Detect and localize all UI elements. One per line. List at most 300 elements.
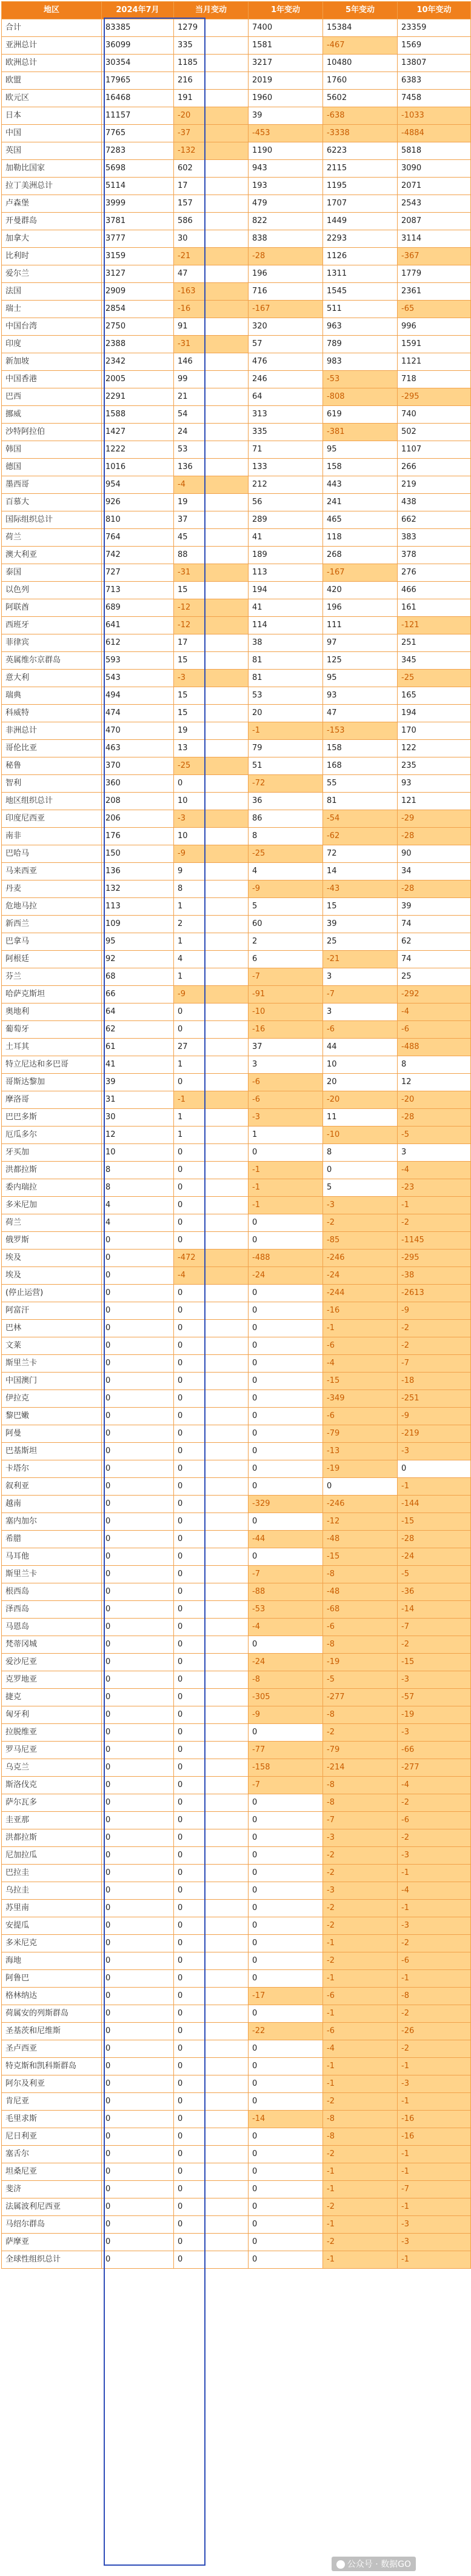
july-value-cell: 5114 xyxy=(102,178,174,195)
july-value-cell: 4 xyxy=(102,1197,174,1214)
table-row xyxy=(2,1056,471,1074)
table-row xyxy=(2,2198,471,2216)
change-value-cell: 15384 xyxy=(323,19,398,37)
table-row xyxy=(2,1742,471,1759)
change-value-cell: -20 xyxy=(398,1091,471,1109)
change-value-cell: 8 xyxy=(398,1056,471,1074)
region-name-cell: 阿鲁巴 xyxy=(2,1970,102,1988)
change-value-cell: -53 xyxy=(323,371,398,388)
change-value-cell: 1760 xyxy=(323,72,398,90)
change-value-cell: -7 xyxy=(249,1777,323,1794)
change-value-cell: -3 xyxy=(398,1917,471,1935)
change-value-cell: -9 xyxy=(249,1706,323,1724)
region-name-cell: 泰国 xyxy=(2,564,102,582)
table-row xyxy=(2,1320,471,1337)
change-value-cell: 0 xyxy=(174,1882,249,1900)
change-value-cell: -9 xyxy=(174,845,249,863)
change-value-cell: 0 xyxy=(249,1320,323,1337)
region-name-cell: 非洲总计 xyxy=(2,722,102,740)
region-name-cell: 阿曼 xyxy=(2,1425,102,1443)
table-row xyxy=(2,529,471,547)
table-row xyxy=(2,705,471,722)
region-name-cell: 爱沙尼亚 xyxy=(2,1654,102,1671)
change-value-cell: -6 xyxy=(398,1021,471,1039)
change-value-cell: -4 xyxy=(323,1355,398,1373)
table-row xyxy=(2,336,471,353)
july-value-cell: 39 xyxy=(102,1074,174,1091)
table-row xyxy=(2,160,471,178)
change-value-cell: 0 xyxy=(174,2216,249,2234)
july-value-cell: 0 xyxy=(102,1654,174,1671)
change-value-cell: 9 xyxy=(174,863,249,880)
table-row xyxy=(2,353,471,371)
change-value-cell: 93 xyxy=(398,775,471,793)
region-name-cell: 荷属安的列斯群岛 xyxy=(2,2005,102,2023)
change-value-cell: 86 xyxy=(249,810,323,828)
july-value-cell: 370 xyxy=(102,757,174,775)
change-value-cell: 1707 xyxy=(323,195,398,213)
change-value-cell: -2 xyxy=(323,1865,398,1882)
table-row xyxy=(2,617,471,634)
change-value-cell: -2 xyxy=(323,1900,398,1917)
region-name-cell: 挪威 xyxy=(2,406,102,424)
change-value-cell: 118 xyxy=(323,529,398,547)
change-value-cell: 0 xyxy=(249,2146,323,2163)
change-value-cell: 1 xyxy=(174,898,249,916)
change-value-cell: 51 xyxy=(249,757,323,775)
change-value-cell: 2087 xyxy=(398,213,471,230)
change-value-cell: -3 xyxy=(249,1109,323,1127)
change-value-cell: 465 xyxy=(323,511,398,529)
table-row xyxy=(2,1478,471,1496)
change-value-cell: -4 xyxy=(174,1267,249,1285)
change-value-cell: -21 xyxy=(174,248,249,265)
change-value-cell: -19 xyxy=(323,1654,398,1671)
change-value-cell: 0 xyxy=(174,1935,249,1952)
change-value-cell: 79 xyxy=(249,740,323,757)
july-value-cell: 0 xyxy=(102,1443,174,1460)
region-name-cell: 尼日利亚 xyxy=(2,2128,102,2146)
change-value-cell: 0 xyxy=(174,2040,249,2058)
change-value-cell: 0 xyxy=(174,1706,249,1724)
region-name-cell: 哥斯达黎加 xyxy=(2,1074,102,1091)
table-row xyxy=(2,1865,471,1882)
table-row xyxy=(2,1812,471,1829)
change-value-cell: 1545 xyxy=(323,283,398,301)
change-value-cell: 56 xyxy=(249,494,323,511)
table-row xyxy=(2,1408,471,1425)
region-name-cell: 西班牙 xyxy=(2,617,102,634)
change-value-cell: 235 xyxy=(398,757,471,775)
change-value-cell: 0 xyxy=(174,2234,249,2251)
table-row xyxy=(2,1496,471,1513)
change-value-cell: -24 xyxy=(398,1548,471,1566)
change-value-cell: -246 xyxy=(323,1496,398,1513)
change-value-cell: -19 xyxy=(323,1460,398,1478)
change-value-cell: 963 xyxy=(323,318,398,336)
change-value-cell: 0 xyxy=(174,2163,249,2181)
change-value-cell: 718 xyxy=(398,371,471,388)
change-value-cell: 136 xyxy=(174,459,249,476)
region-name-cell: 荷兰 xyxy=(2,529,102,547)
change-value-cell: 1107 xyxy=(398,441,471,459)
change-value-cell: 15 xyxy=(174,652,249,670)
july-value-cell: 0 xyxy=(102,1671,174,1689)
table-row xyxy=(2,1531,471,1548)
table-row xyxy=(2,1917,471,1935)
region-name-cell: 黎巴嫩 xyxy=(2,1408,102,1425)
change-value-cell: -5 xyxy=(398,1127,471,1144)
table-row xyxy=(2,916,471,933)
region-name-cell: 圣基茨和尼维斯 xyxy=(2,2023,102,2040)
change-value-cell: 0 xyxy=(249,1232,323,1250)
july-value-cell: 764 xyxy=(102,529,174,547)
change-value-cell: -24 xyxy=(323,1267,398,1285)
change-value-cell: -48 xyxy=(323,1531,398,1548)
change-value-cell: 0 xyxy=(174,2251,249,2269)
table-row xyxy=(2,1302,471,1320)
change-value-cell: -20 xyxy=(174,107,249,125)
change-value-cell: 194 xyxy=(249,582,323,599)
change-value-cell: -12 xyxy=(174,617,249,634)
change-value-cell: 268 xyxy=(323,547,398,564)
change-value-cell: -44 xyxy=(249,1531,323,1548)
table-row xyxy=(2,740,471,757)
july-value-cell: 0 xyxy=(102,1882,174,1900)
table-row xyxy=(2,2023,471,2040)
region-name-cell: 哥伦比亚 xyxy=(2,740,102,757)
july-value-cell: 593 xyxy=(102,652,174,670)
change-value-cell: 1185 xyxy=(174,55,249,72)
change-value-cell: 241 xyxy=(323,494,398,511)
change-value-cell: 53 xyxy=(174,441,249,459)
change-value-cell: -219 xyxy=(398,1425,471,1443)
change-value-cell: -246 xyxy=(323,1250,398,1267)
region-name-cell: 欧盟 xyxy=(2,72,102,90)
july-value-cell: 2750 xyxy=(102,318,174,336)
change-value-cell: 1 xyxy=(174,1056,249,1074)
region-name-cell: 希腊 xyxy=(2,1531,102,1548)
change-value-cell: 619 xyxy=(323,406,398,424)
change-value-cell: 95 xyxy=(323,441,398,459)
change-value-cell: 289 xyxy=(249,511,323,529)
july-value-cell: 0 xyxy=(102,1829,174,1847)
july-value-cell: 61 xyxy=(102,1039,174,1056)
table-header xyxy=(2,2,471,19)
region-name-cell: 伊拉克 xyxy=(2,1390,102,1408)
change-value-cell: -4 xyxy=(398,1777,471,1794)
table-row xyxy=(2,1039,471,1056)
region-name-cell: 拉脱维亚 xyxy=(2,1724,102,1742)
change-value-cell: -305 xyxy=(249,1689,323,1706)
change-value-cell: 161 xyxy=(398,599,471,617)
change-value-cell: -132 xyxy=(174,142,249,160)
table-row xyxy=(2,1636,471,1654)
change-value-cell: 219 xyxy=(398,476,471,494)
change-value-cell: 13807 xyxy=(398,55,471,72)
july-value-cell: 62 xyxy=(102,1021,174,1039)
change-value-cell: -15 xyxy=(398,1654,471,1671)
region-name-cell: 菲律宾 xyxy=(2,634,102,652)
change-value-cell: 0 xyxy=(174,1197,249,1214)
region-name-cell: 罗马尼亚 xyxy=(2,1742,102,1759)
july-value-cell: 64 xyxy=(102,1003,174,1021)
change-value-cell: -15 xyxy=(323,1373,398,1390)
table-row xyxy=(2,388,471,406)
change-value-cell: -1 xyxy=(398,1865,471,1882)
change-value-cell: 0 xyxy=(174,1408,249,1425)
table-row xyxy=(2,406,471,424)
change-value-cell: 586 xyxy=(174,213,249,230)
change-value-cell: -3 xyxy=(323,1829,398,1847)
table-row xyxy=(2,424,471,441)
region-name-cell: 阿富汗 xyxy=(2,1302,102,1320)
change-value-cell: -5 xyxy=(398,1566,471,1583)
change-value-cell: 133 xyxy=(249,459,323,476)
region-name-cell: 全球性组织总计 xyxy=(2,2251,102,2269)
change-value-cell: -1 xyxy=(398,2058,471,2075)
change-value-cell: 0 xyxy=(249,2075,323,2093)
change-value-cell: 3090 xyxy=(398,160,471,178)
change-value-cell: 62 xyxy=(398,933,471,951)
change-value-cell: -144 xyxy=(398,1496,471,1513)
change-value-cell: -6 xyxy=(249,1074,323,1091)
change-value-cell: -36 xyxy=(398,1583,471,1601)
change-value-cell: -4 xyxy=(323,2040,398,2058)
region-name-cell: 马耳他 xyxy=(2,1548,102,1566)
change-value-cell: -28 xyxy=(398,1109,471,1127)
change-value-cell: 0 xyxy=(174,1619,249,1636)
change-value-cell: 0 xyxy=(174,1390,249,1408)
change-value-cell: -10 xyxy=(249,1003,323,1021)
change-value-cell: 0 xyxy=(249,1425,323,1443)
change-value-cell: 41 xyxy=(249,599,323,617)
july-value-cell: 926 xyxy=(102,494,174,511)
change-value-cell: 3114 xyxy=(398,230,471,248)
region-name-cell: 巴林 xyxy=(2,1320,102,1337)
july-value-cell: 0 xyxy=(102,2058,174,2075)
change-value-cell: -5 xyxy=(323,1671,398,1689)
change-value-cell: -2 xyxy=(398,1794,471,1812)
region-name-cell: 越南 xyxy=(2,1496,102,1513)
table-row xyxy=(2,494,471,511)
change-value-cell: -12 xyxy=(323,1513,398,1531)
change-value-cell: -1 xyxy=(398,1900,471,1917)
table-row xyxy=(2,1777,471,1794)
table-row xyxy=(2,1952,471,1970)
table-row xyxy=(2,2111,471,2128)
region-name-cell: 奥地利 xyxy=(2,1003,102,1021)
change-value-cell: -43 xyxy=(323,880,398,898)
region-name-cell: 斯洛伐克 xyxy=(2,1777,102,1794)
change-value-cell: 0 xyxy=(174,1970,249,1988)
july-value-cell: 0 xyxy=(102,1706,174,1724)
change-value-cell: 196 xyxy=(249,265,323,283)
change-value-cell: 121 xyxy=(398,793,471,810)
july-value-cell: 109 xyxy=(102,916,174,933)
table-row xyxy=(2,2181,471,2198)
change-value-cell: -9 xyxy=(398,1408,471,1425)
change-value-cell: 0 xyxy=(174,1531,249,1548)
table-row xyxy=(2,1003,471,1021)
change-value-cell: 246 xyxy=(249,371,323,388)
change-value-cell: 57 xyxy=(249,336,323,353)
change-value-cell: -2 xyxy=(323,2093,398,2111)
table-row xyxy=(2,1882,471,1900)
july-value-cell: 206 xyxy=(102,810,174,828)
change-value-cell: 0 xyxy=(249,1917,323,1935)
region-name-cell: 巴拉圭 xyxy=(2,1865,102,1882)
change-value-cell: 0 xyxy=(174,1742,249,1759)
july-value-cell: 0 xyxy=(102,1689,174,1706)
change-value-cell: 114 xyxy=(249,617,323,634)
change-value-cell: 216 xyxy=(174,72,249,90)
table-row xyxy=(2,933,471,951)
change-value-cell: -2 xyxy=(398,2040,471,2058)
table-row xyxy=(2,757,471,775)
july-value-cell: 3127 xyxy=(102,265,174,283)
table-row xyxy=(2,2075,471,2093)
table-row xyxy=(2,1619,471,1636)
july-value-cell: 2005 xyxy=(102,371,174,388)
table-row xyxy=(2,652,471,670)
change-value-cell: 502 xyxy=(398,424,471,441)
region-name-cell: 尼加拉瓜 xyxy=(2,1847,102,1865)
table-row xyxy=(2,178,471,195)
table-row xyxy=(2,195,471,213)
july-value-cell: 0 xyxy=(102,1759,174,1777)
table-row xyxy=(2,476,471,494)
region-name-cell: 斯里兰卡 xyxy=(2,1355,102,1373)
change-value-cell: 6223 xyxy=(323,142,398,160)
table-row xyxy=(2,1179,471,1197)
change-value-cell: -7 xyxy=(398,1619,471,1636)
july-value-cell: 0 xyxy=(102,1935,174,1952)
region-name-cell: 斯里兰卡 xyxy=(2,1566,102,1583)
change-value-cell: 47 xyxy=(323,705,398,722)
change-value-cell: 0 xyxy=(174,2181,249,2198)
change-value-cell: 13 xyxy=(174,740,249,757)
region-name-cell: 乌拉圭 xyxy=(2,1882,102,1900)
region-name-cell: 法国 xyxy=(2,283,102,301)
change-value-cell: -7 xyxy=(398,1355,471,1373)
july-value-cell: 0 xyxy=(102,1847,174,1865)
change-value-cell: -21 xyxy=(323,951,398,968)
change-value-cell: 0 xyxy=(249,1408,323,1425)
july-value-cell: 2909 xyxy=(102,283,174,301)
change-value-cell: 7458 xyxy=(398,90,471,107)
change-value-cell: 99 xyxy=(174,371,249,388)
change-value-cell: 0 xyxy=(174,2198,249,2216)
july-value-cell: 3159 xyxy=(102,248,174,265)
change-value-cell: 1569 xyxy=(398,37,471,55)
table-row xyxy=(2,1970,471,1988)
region-name-cell: 泽西岛 xyxy=(2,1601,102,1619)
july-value-cell: 0 xyxy=(102,1232,174,1250)
region-name-cell: 萨尔瓦多 xyxy=(2,1794,102,1812)
change-value-cell: 0 xyxy=(174,1583,249,1601)
change-value-cell: -16 xyxy=(174,301,249,318)
change-value-cell: 20 xyxy=(249,705,323,722)
change-value-cell: 20 xyxy=(323,1074,398,1091)
table-row xyxy=(2,1724,471,1742)
change-value-cell: 0 xyxy=(174,2058,249,2075)
change-value-cell: -1033 xyxy=(398,107,471,125)
july-value-cell: 95 xyxy=(102,933,174,951)
wechat-icon xyxy=(336,2560,345,2569)
change-value-cell: 1195 xyxy=(323,178,398,195)
change-value-cell: 23359 xyxy=(398,19,471,37)
july-value-cell: 150 xyxy=(102,845,174,863)
change-value-cell: 191 xyxy=(174,90,249,107)
change-value-cell: -1 xyxy=(323,2216,398,2234)
region-name-cell: 乌克兰 xyxy=(2,1759,102,1777)
table-row xyxy=(2,1373,471,1390)
change-value-cell: -25 xyxy=(174,757,249,775)
change-value-cell: 0 xyxy=(174,1636,249,1654)
change-value-cell: 2 xyxy=(174,916,249,933)
july-value-cell: 92 xyxy=(102,951,174,968)
change-value-cell: 420 xyxy=(323,582,398,599)
region-name-cell: 厄瓜多尔 xyxy=(2,1127,102,1144)
change-value-cell: 0 xyxy=(249,1373,323,1390)
change-value-cell: 25 xyxy=(323,933,398,951)
region-name-cell: 丹麦 xyxy=(2,880,102,898)
change-value-cell: 0 xyxy=(249,1952,323,1970)
july-value-cell: 5698 xyxy=(102,160,174,178)
change-value-cell: 466 xyxy=(398,582,471,599)
change-value-cell: 2 xyxy=(249,933,323,951)
table-row xyxy=(2,863,471,880)
region-name-cell: 埃及 xyxy=(2,1267,102,1285)
change-value-cell: -57 xyxy=(398,1689,471,1706)
july-value-cell: 713 xyxy=(102,582,174,599)
column-header: 当月变动 xyxy=(174,2,249,19)
region-name-cell: 俄罗斯 xyxy=(2,1232,102,1250)
change-value-cell: -91 xyxy=(249,986,323,1003)
july-value-cell: 136 xyxy=(102,863,174,880)
table-row xyxy=(2,2005,471,2023)
region-name-cell: 印度 xyxy=(2,336,102,353)
table-row xyxy=(2,828,471,845)
table-row xyxy=(2,2163,471,2181)
july-value-cell: 0 xyxy=(102,1320,174,1337)
region-name-cell: 克罗地亚 xyxy=(2,1671,102,1689)
change-value-cell: -2 xyxy=(398,1214,471,1232)
change-value-cell: 335 xyxy=(249,424,323,441)
change-value-cell: 0 xyxy=(174,1443,249,1460)
table-row xyxy=(2,265,471,283)
table-row xyxy=(2,1021,471,1039)
table-row xyxy=(2,1847,471,1865)
change-value-cell: 5 xyxy=(323,1179,398,1197)
july-value-cell: 16468 xyxy=(102,90,174,107)
change-value-cell: 1 xyxy=(174,1127,249,1144)
table-row xyxy=(2,845,471,863)
region-name-cell: 南非 xyxy=(2,828,102,845)
table-row xyxy=(2,687,471,705)
change-value-cell: -9 xyxy=(174,986,249,1003)
july-value-cell: 83385 xyxy=(102,19,174,37)
change-value-cell: 0 xyxy=(174,1794,249,1812)
region-name-cell: 沙特阿拉伯 xyxy=(2,424,102,441)
change-value-cell: -3 xyxy=(398,1847,471,1865)
july-value-cell: 0 xyxy=(102,2093,174,2111)
region-name-cell: 葡萄牙 xyxy=(2,1021,102,1039)
change-value-cell: 2115 xyxy=(323,160,398,178)
change-value-cell: 0 xyxy=(249,1337,323,1355)
data-table xyxy=(1,1,471,2269)
